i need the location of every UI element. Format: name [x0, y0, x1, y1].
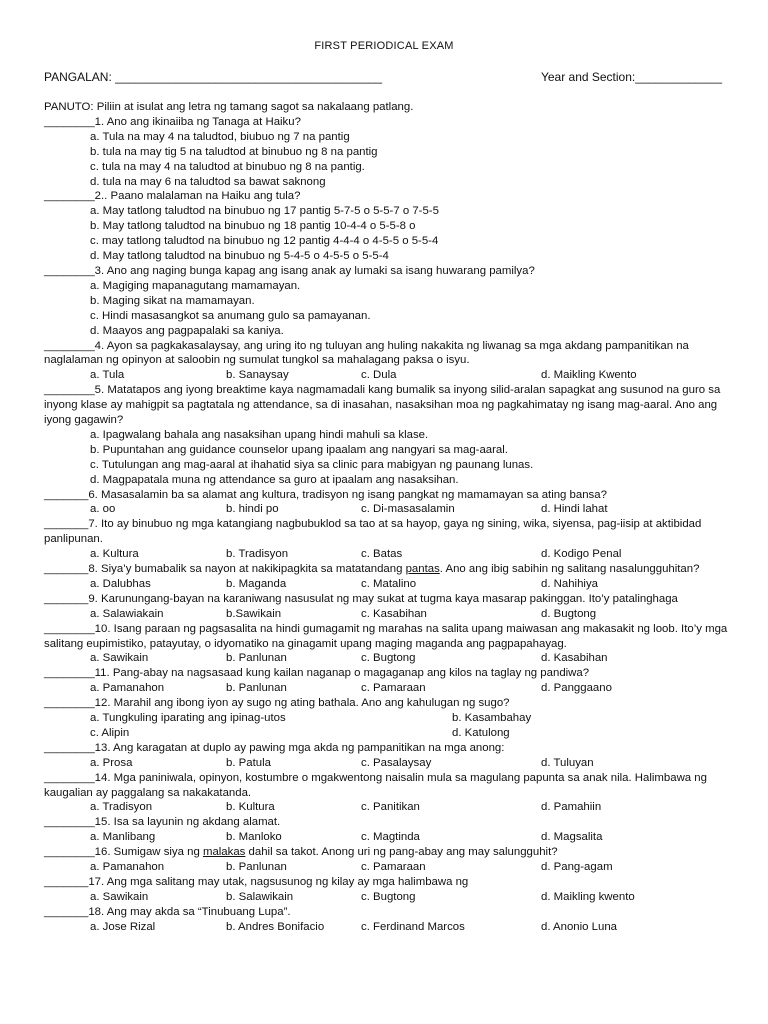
question-text: . Ano ang ibig sabihin ng salitang nasalungguhitan? [439, 563, 700, 576]
choice: a. Tula na may 4 na taludtod, biubuo ng 7 na pantig [90, 130, 350, 143]
choice: a. Tungkuling iparating ang ipinag-utos [90, 712, 286, 725]
choice: a. Pamanahon [90, 682, 165, 695]
underlined-word: malakas [202, 846, 246, 859]
question-stem: ________11. Pang-abay na nagsasaad kung kailan naganap o magaganap ang kilos na taglay ng pandiwa? [44, 667, 590, 680]
question-stem: ________3. Ano ang naging bunga kapag ang isang anak ay lumaki sa isang huwarang pamilya? [44, 264, 535, 277]
choice: c. Pasalaysay [361, 756, 432, 769]
choice: d. Pamahiin [541, 801, 602, 814]
question-stem [44, 562, 734, 577]
question-stem: ________4. Ayon sa pagkakasalaysay, ang uring ito ng tuluyan ang huling nakakita ng liwanag sa mga akdang pampanitikan na naglalaman ng opinyon at saloobin ng sumulat tungkol sa mahalagang paksa o isyu. [44, 339, 689, 367]
choice: c. Dula [361, 369, 397, 382]
choice: a. Jose Rizal [90, 920, 156, 933]
choice: b. Pupuntahan ang guidance counselor upang ipaalam ang nangyari sa mag-aaral. [90, 443, 508, 456]
choice: b. Maganda [226, 577, 287, 590]
choice-row [44, 860, 734, 875]
instructions: PANUTO: Piliin at isulat ang letra ng tamang sagot sa nakalaang patlang. [44, 101, 414, 113]
choice: d. Pang-agam [541, 861, 613, 874]
question-stem: ________15. Isa sa layunin ng akdang alamat. [44, 816, 281, 829]
choice: d. Nahihiya [541, 577, 598, 590]
choice-row [44, 368, 734, 383]
choice: a. oo [90, 503, 116, 516]
question-stem: ________13. Ang karagatan at duplo ay pawing mga akda ng pampanitikan na mga anong: [44, 741, 505, 754]
choice: a. Magiging mapanagutang mamamayan. [90, 279, 301, 292]
choice: b.Sawikain [226, 607, 282, 620]
exam-title: FIRST PERIODICAL EXAM [314, 40, 454, 52]
choice: d. Panggaano [541, 682, 612, 695]
question-stem: ________10. Isang paraan ng pagsasalita na hindi gumagamit ng marahas na salita upang maiwasan ang makasakit ng loob. Ito’y mga salitang eupimistiko, patayutay, o idyomatiko na ginagamit upang maging maganda ang pagpapahayag. [44, 622, 728, 650]
choice: c. Bugtong [361, 890, 416, 903]
choice: b. Maging sikat na mamamayan. [90, 294, 255, 307]
question-stem: ________14. Mga paniniwala, opinyon, kostumbre o mgakwentong naisalin mula sa magulang papunta sa anak nila. Halimbawa ng kaugalian ay paggalang sa nakakatanda. [44, 771, 707, 799]
choice: c. Ferdinand Marcos [361, 920, 465, 933]
choice: b. May tatlong taludtod na binubuo ng 18 pantig 10-4-4 o 5-5-8 o [90, 220, 416, 233]
choice: c. Alipin [90, 726, 130, 739]
choice: c. tula na may 4 na taludtod at binubuo ng 8 na pantig. [90, 160, 365, 173]
choice: c. Panitikan [361, 801, 420, 814]
choice: a. Tula [90, 369, 125, 382]
choice: d. Anonio Luna [541, 920, 618, 933]
choice: d. Hindi lahat [541, 503, 608, 516]
choice: b. Andres Bonifacio [226, 920, 325, 933]
choice-row [44, 547, 734, 562]
choice-row [44, 577, 734, 592]
choice-row [44, 711, 734, 726]
choice: a. Ipagwalang bahala ang nasaksihan upang hindi mahuli sa klase. [90, 428, 429, 441]
question-text: _______8. Siya’y bumabalik sa nayon at nakikipagkita sa matatandang [44, 563, 406, 576]
choice: d. Magsalita [541, 831, 603, 844]
choice: b. Panlunan [226, 682, 287, 695]
choice-row [44, 502, 734, 517]
choice: b. Kultura [226, 801, 275, 814]
choice: a. Manlibang [90, 831, 156, 844]
choice: c. Pamaraan [361, 861, 426, 874]
choice-row [44, 800, 734, 815]
question-stem: _______17. Ang mga salitang may utak, nagsusunog ng kilay ay mga halimbawa ng [44, 875, 469, 888]
choice-row [44, 756, 734, 771]
choice: d. May tatlong taludtod na binubuo ng 5-4-5 o 4-5-5 o 5-5-4 [90, 250, 389, 263]
choice: d. Magpapatala muna ng attendance sa guro at ipaalam ang nasaksihan. [90, 473, 459, 486]
choice: a. Dalubhas [90, 577, 151, 590]
choice: b. Panlunan [226, 861, 287, 874]
choice: c. Kasabihan [361, 607, 427, 620]
choice-row [44, 681, 734, 696]
choice: d. Maayos ang pagpapalaki sa kaniya. [90, 324, 284, 337]
choice: b. Manloko [226, 831, 282, 844]
choice: b. Kasambahay [452, 712, 532, 725]
choice: a. Kultura [90, 548, 139, 561]
choice: c. Hindi masasangkot sa anumang gulo sa pamayanan. [90, 309, 371, 322]
choice: a. Prosa [90, 756, 133, 769]
choice-row [44, 890, 734, 905]
choice: c. Magtinda [361, 831, 420, 844]
question-stem: ________2.. Paano malalaman na Haiku ang tula? [44, 190, 301, 203]
choice: b. tula na may tig 5 na taludtod at binubuo ng 8 na pantig [90, 145, 378, 158]
choice: d. Kasabihan [541, 652, 608, 665]
choice: a. Sawikain [90, 652, 149, 665]
underlined-word: pantas [405, 563, 440, 576]
question-stem: _______18. Ang may akda sa “Tinubuang Lupa”. [44, 905, 291, 918]
choice: d. Maikling Kwento [541, 369, 637, 382]
choice: d. tula na may 6 na taludtod sa bawat saknong [90, 175, 326, 188]
question-stem [44, 845, 734, 860]
name-field-label: PANGALAN: ________________________________________ [44, 70, 383, 84]
section-field-label: Year and Section:_____________ [540, 70, 722, 84]
choice: d. Maikling kwento [541, 890, 635, 903]
question-stem: ________5. Matatapos ang iyong breaktime kaya nagmamadali kang bumalik sa inyong silid-aralan sapagkat ang susunod na guro sa inyong klase ay mahigpit sa pagtatala ng attendance, sa di inasahan, nasaksihan moa ng pagkahimatay ng isang mag-aaral. Ano ang iyong gagawin? [44, 384, 721, 427]
choice: d. Bugtong [541, 607, 597, 620]
choice: c. may tatlong taludtod na binubuo ng 12 pantig 4-4-4 o 4-5-5 o 5-5-4 [90, 235, 439, 248]
choice: c. Tutulungan ang mag-aaral at ihahatid siya sa clinic para mabigyan ng paunang lunas. [90, 458, 534, 471]
choice: c. Di-masasalamin [361, 503, 455, 516]
choice: a. Salawiakain [90, 607, 164, 620]
choice-row [44, 726, 734, 741]
choice: b. Panlunan [226, 652, 287, 665]
choice-row [44, 607, 734, 622]
choice: c. Bugtong [361, 652, 416, 665]
choice-row [44, 830, 734, 845]
choice: c. Pamaraan [361, 682, 426, 695]
question-stem: _______9. Karunungang-bayan na karaniwang nasusulat ng may sukat at tugma kaya masarap pakinggan. Ito’y patalinghaga [44, 592, 678, 605]
question-stem: ________1. Ano ang ikinaiiba ng Tanaga at Haiku? [44, 115, 301, 128]
choice: a. Pamanahon [90, 861, 165, 874]
choice: b. Salawikain [226, 890, 294, 903]
exam-body [44, 100, 734, 935]
choice: b. hindi po [226, 503, 279, 516]
choice: d. Katulong [452, 726, 510, 739]
choice: a. Tradisyon [90, 801, 153, 814]
choice: b. Sanaysay [226, 369, 289, 382]
choice: a. May tatlong taludtod na binubuo ng 17 pantig 5-7-5 o 5-5-7 o 7-5-5 [90, 205, 439, 218]
question-stem: _______7. Ito ay binubuo ng mga katangiang nagbubuklod sa tao at sa hayop, gaya ng sining, wika, siyensa, pag-iisip at aktibidad panlipunan. [44, 518, 702, 546]
question-text: ________16. Sumigaw siya ng [44, 846, 203, 859]
choice: d. Tuluyan [541, 756, 594, 769]
choice: c. Matalino [361, 577, 417, 590]
choice-row [44, 920, 734, 935]
choice: d. Kodigo Penal [541, 548, 622, 561]
question-stem: _______6. Masasalamin ba sa alamat ang kultura, tradisyon ng isang pangkat ng mamamayan sa ating bansa? [44, 488, 607, 501]
choice: a. Sawikain [90, 890, 149, 903]
choice: b. Tradisyon [226, 548, 289, 561]
choice: b. Patula [226, 756, 271, 769]
question-stem: ________12. Marahil ang ibong iyon ay sugo ng ating bathala. Ano ang kahulugan ng sugo? [44, 697, 510, 710]
choice-row [44, 651, 734, 666]
choice: c. Batas [361, 548, 403, 561]
question-text: dahil sa takot. Anong uri ng pang-abay ang may salungguhit? [245, 846, 558, 859]
